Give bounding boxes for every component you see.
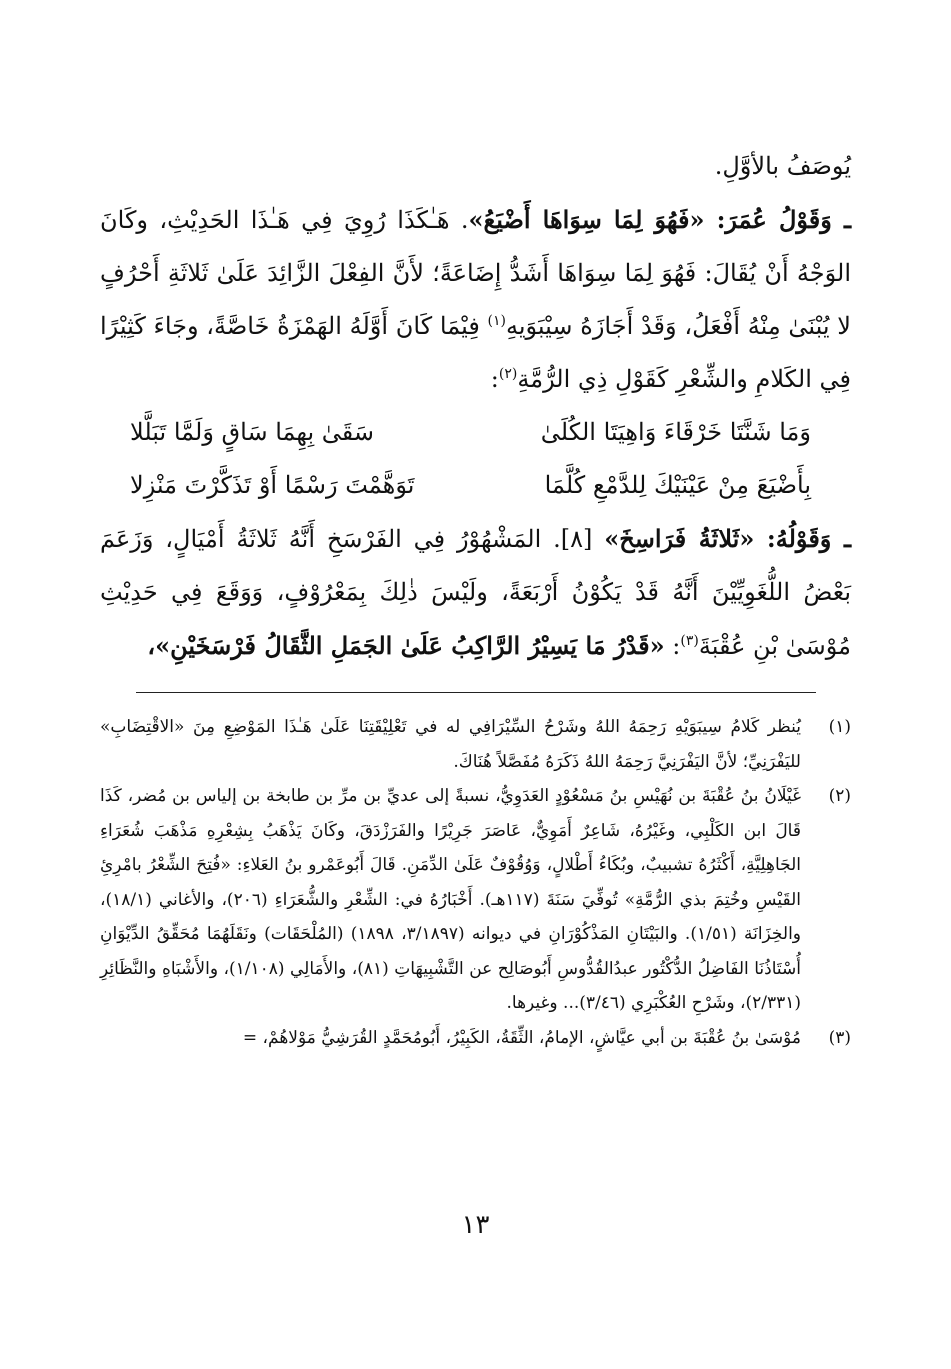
text-segment: ـ وَقَوْلُهُ: «ثَلاثَةُ فَرَاسِخَ» bbox=[604, 524, 851, 553]
text-segment: فِيْمَا كَانَ أَوَّلَهُ الهَمْزَةُ خَاصَّةً، وجَاءَ كَثِيْرًا فِي الكَلامِ والشِّعْرِ كَقَوْلِ ذِي الرُّمَّةِ bbox=[100, 312, 851, 393]
text-segment: [٨]. المَشْهُوْرُ فِي الفَرْسَخِ أَنَّهُ ثَلاثَةُ أَمْيَالٍ، وَزَعَمَ بَعْضُ اللُّغَوِيِّيْنَ أَنَّهُ قَدْ يَكُوْنُ أَرْبَعَةً، ولَيْسَ ذٰلِكَ بِمَعْرُوْفٍ، وَوَقَعَ فِي حَدِيْثِ مُوْسَىٰ بْنِ عُقْبَةَ bbox=[100, 525, 851, 660]
footnote-text: يُنظر كَلامُ سِيبَوَيْهِ رَحِمَهُ اللهُ وشَرْحُ السِّيْرَافِي له في تَعْلِيْقَتِنَا عَلَىٰ هَـٰذَا المَوْضِعِ مِنَ «الاقْتِضَابِ» لليَفْرَنِيِّ؛ لأنَّ اليَفْرَنِيَّ رَحِمَهُ اللهُ ذَكَرَهُ مُفَصَّلاً هُنَاكَ. bbox=[100, 717, 801, 772]
footnote bbox=[100, 779, 851, 1021]
page-number: ١٣ bbox=[461, 1210, 490, 1240]
footnotes bbox=[100, 710, 851, 1055]
text-segment: . هَـٰكَذَا رُوِيَ فِي هَـٰذَا الحَدِيْثِ، وكَانَ الوَجْهُ أَنْ يُقَالَ: فَهُوَ لِمَا سِوَاهَا أَشَدُّ إِضَاعَةً؛ لأَنَّ الفِعْلَ الزَّائِدَ عَلَىٰ ثَلاثَةِ أَحْرُفٍ لا يُبْنَىٰ مِنْهُ أَفْعَلُ، وَقَدْ أَجَازَهُ سِيْبَوَيهِ bbox=[100, 206, 851, 340]
footnote-ref: (٢) bbox=[498, 366, 518, 382]
paragraph bbox=[100, 193, 851, 406]
footnote-text: مُوْسَىٰ بنُ عُقْبَةَ بن أبي عيَّاشٍ، الإمامُ، الثِّقَةُ، الكَبِيْرُ، أَبُومُحَمَّدٍ القُرَشِيُّ مَوْلاهُمْ، = bbox=[242, 1027, 801, 1048]
text-segment: : bbox=[490, 365, 499, 393]
text-segment: ـ وَقَوْلُ عُمَرَ: «فَهُوَ لِمَا سِوَاهَا أَضْيَعُ» bbox=[468, 205, 851, 234]
verse-hemistich-right: وَمَا شَنَّتَا خَرْقَاءَ وَاهِيَتَا الكُلَىٰ bbox=[540, 418, 811, 446]
footnote-ref: (١) bbox=[487, 313, 506, 329]
paragraph bbox=[100, 512, 851, 673]
text-segment: «قَدْرُ مَا يَسِيْرُ الرَّاكِبُ عَلَىٰ الجَمَلِ الثَّقَالُ فَرْسَخَيْنِ»، bbox=[147, 631, 665, 660]
verse-row bbox=[100, 406, 851, 459]
text-segment: : bbox=[664, 632, 681, 660]
footnote-number: (٣) bbox=[828, 1027, 851, 1048]
verse-hemistich-left: سَقَىٰ بِهِمَا سَاقٍ وَلَمَّا تَبَلَّلا bbox=[130, 418, 375, 446]
verse-row bbox=[100, 459, 851, 512]
main-paragraphs-2 bbox=[100, 512, 851, 673]
main-text bbox=[100, 140, 851, 673]
paragraph bbox=[100, 140, 851, 193]
footnote-divider bbox=[136, 692, 816, 693]
text-segment: يُوصَفُ بالأوَّلِ. bbox=[714, 152, 851, 180]
footnote-number: (٢) bbox=[828, 786, 851, 806]
verse-hemistich-right: بِأَضْيَعَ مِنْ عَيْنَيْكَ لِلدَّمْعِ كُلَّمَا bbox=[544, 471, 811, 499]
footnote-text: غَيْلَانُ بنُ عُقْبَةَ بن نُهَيْسِ بنُ مَسْعُوْدٍ العَدَوِيُّ، نسبةً إلى عديِّ بن مرِّ بن طابخة بن إلياس بن مُضر، كَذَا قَالَ ابن الكَلْبِي، وغَيْرُهُ، شَاعِرٌ أَمَوِيٌّ، عَاصَرَ جَرِيْرًا والفَرَزْدَقَ، وكَانَ يَذْهَبُ بِشِعْرِهِ مَذْهَبَ شُعَرَاءِ الجَاهِلِيَّةِ، أَكْثَرُهُ تشبيبٌ، وبُكَاءُ أَطْلالٍ، وَوُقُوْفٌ عَلَىٰ الدِّمَنِ. قَالَ أَبُوعَمْرو بنُ العَلاءِ: «فُتِحَ الشِّعْرُ بامْرِئِ القَيْسِ وخُتِمَ بذي الرُّمَّةِ» تُوفِّيَ سَنَةَ (١١٧هـ). أَخْبَارُهُ في: الشِّعْرِ والشُّعَرَاءِ (٢٠٦)، والأغاني (١٨/١)، والخِزَانَة (١/٥١). والبَيْتَانِ المَذْكُوْرَانِ في ديوانه (٣/١٨٩٧، ١٨٩٨) (المُلْحَقَات) ونَقَلَهُمَا مُحَقِّقُ الدِّيْوَانِ أُسْتَاذُنَا الفَاضِلُ الدُّكْتُور عبدُالقُدُّوسِ أَبُوصَالِح عن التَّشْبِيهَاتِ (٨١)، والأَمَالِي (١/١٠٨)، والأَشْبَاهِ والنَّظَائِرِ (٢/٣٣١)، وشَرْحِ العُكْبَرِي (٣/٤٦)... وغيرها. bbox=[100, 786, 802, 1013]
footnote-number: (١) bbox=[828, 717, 851, 737]
poem-verses bbox=[100, 406, 851, 512]
main-paragraphs-1 bbox=[100, 140, 851, 406]
footnote bbox=[100, 710, 851, 779]
verse-hemistich-left: تَوَهَّمْتَ رَسْمًا أَوْ تَذَكَّرْتَ مَنْزِلا bbox=[130, 471, 415, 499]
footnote-ref: (٣) bbox=[680, 633, 699, 649]
footnote bbox=[100, 1021, 851, 1056]
